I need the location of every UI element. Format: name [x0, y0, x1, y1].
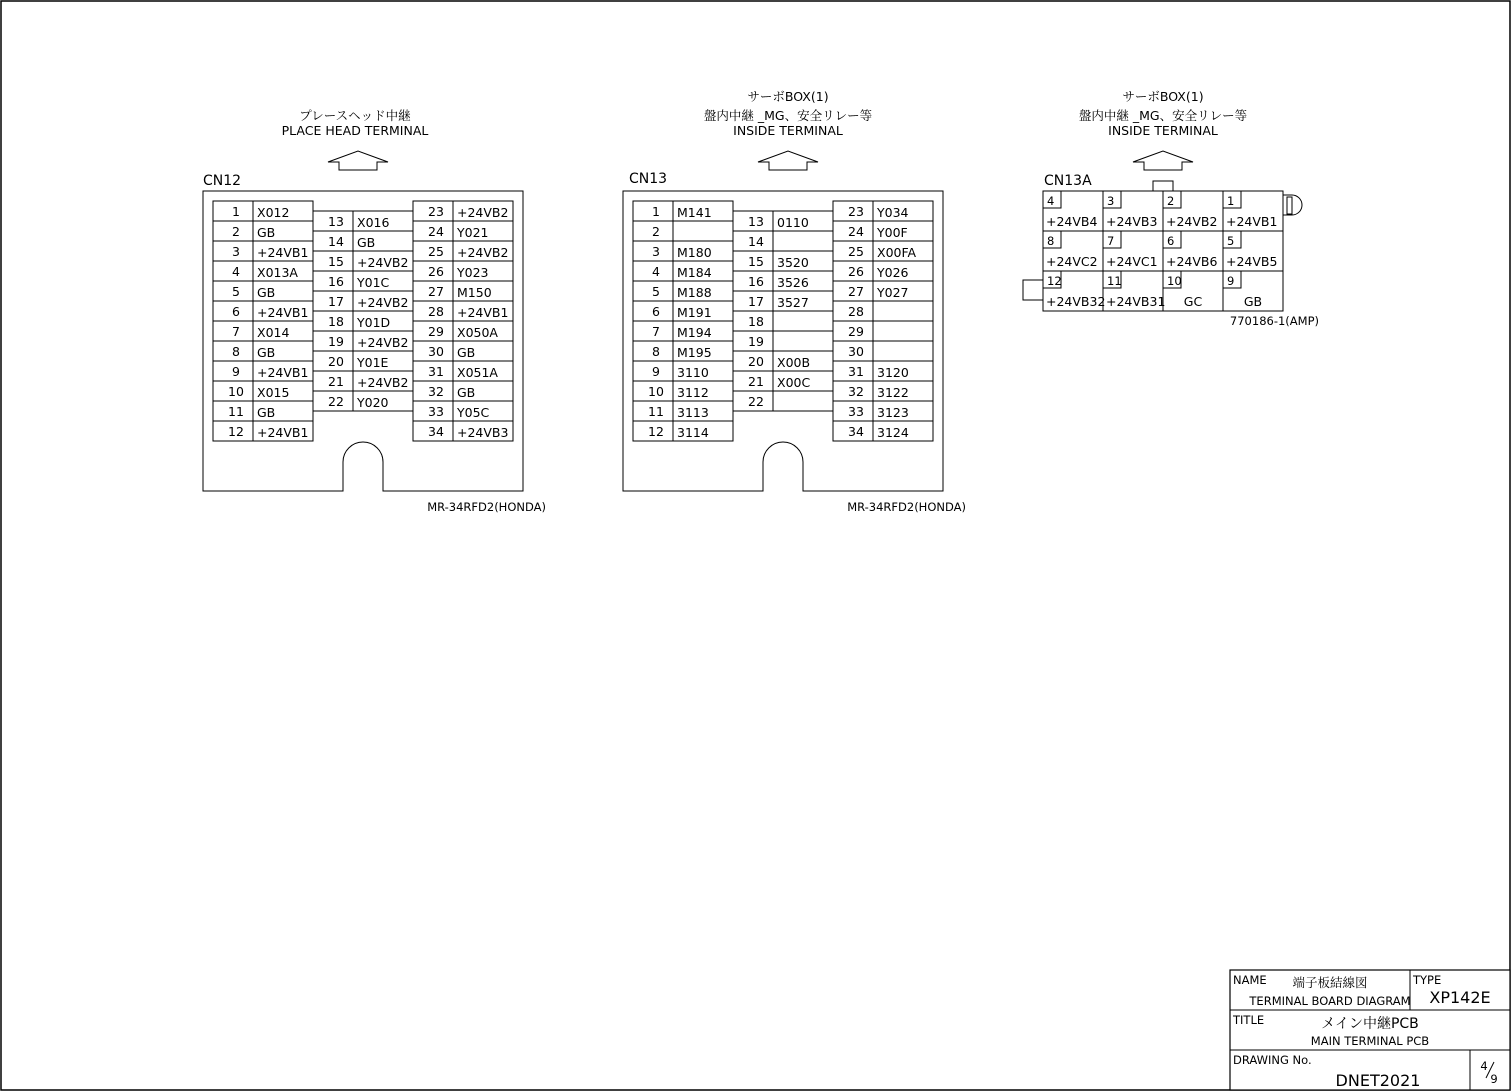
pin-number: 9 — [652, 364, 660, 379]
pin-cell — [733, 251, 833, 271]
pin-cell — [833, 301, 933, 321]
pin-cell — [633, 381, 733, 401]
pin-cell — [313, 251, 413, 271]
pin-signal: +24VB1 — [257, 305, 309, 320]
header-line: プレースヘッド中継 — [299, 108, 411, 123]
pin-cell — [733, 311, 833, 331]
pin-number: 24 — [848, 224, 864, 239]
pin-cell — [313, 371, 413, 391]
pin-signal: GB — [257, 405, 276, 420]
pin-signal: Y01E — [357, 355, 389, 370]
pin-cell — [413, 421, 513, 441]
pin-number: 1 — [232, 204, 240, 219]
pin-number: 34 — [848, 424, 864, 439]
pin-number: 14 — [328, 234, 344, 249]
pin-number: 12 — [1047, 274, 1062, 288]
pin-signal: +24VB31 — [1106, 294, 1166, 309]
pin-signal: 3114 — [677, 425, 709, 440]
pin-signal: +24VB3 — [1106, 214, 1158, 229]
name-label: NAME — [1233, 973, 1267, 987]
pin-signal: Y020 — [357, 395, 389, 410]
page-number: 4 — [1480, 1059, 1488, 1073]
pin-number: 10 — [648, 384, 664, 399]
pin-number: 23 — [848, 204, 864, 219]
arrow-up-icon — [758, 151, 818, 170]
pin-signal: Y00F — [877, 225, 908, 240]
pin-signal: M184 — [677, 265, 712, 280]
pin-number: 9 — [1227, 274, 1235, 288]
pin-number: 7 — [232, 324, 240, 339]
pin-number: 31 — [428, 364, 444, 379]
pin-signal: GB — [1243, 294, 1263, 309]
pin-cell — [413, 381, 513, 401]
pin-number: 18 — [748, 314, 764, 329]
pin-number: 19 — [328, 334, 344, 349]
pin-signal: M141 — [677, 205, 712, 220]
pin-cell — [413, 361, 513, 381]
pin-cell — [313, 311, 413, 331]
part-number: 770186-1(AMP) — [1229, 314, 1319, 328]
pin-signal: 0110 — [777, 215, 809, 230]
pin-number: 6 — [1167, 234, 1175, 248]
pin-cell — [1163, 191, 1223, 231]
pin-number: 22 — [328, 394, 344, 409]
pin-cell — [833, 401, 933, 421]
pin-number: 12 — [228, 424, 244, 439]
connector-name: CN13 — [629, 171, 668, 187]
pin-cell — [1223, 191, 1283, 231]
pin-column-middle — [733, 211, 833, 411]
pin-number: 3 — [1107, 194, 1115, 208]
pin-cell — [633, 341, 733, 361]
pin-cell — [413, 241, 513, 261]
pin-number: 15 — [748, 254, 764, 269]
pin-number: 22 — [748, 394, 764, 409]
pin-number: 20 — [748, 354, 764, 369]
connector-name: CN12 — [203, 173, 242, 189]
pin-number: 25 — [848, 244, 864, 259]
pin-signal: +24VB2 — [457, 245, 509, 260]
pin-number: 7 — [652, 324, 660, 339]
pin-cell — [213, 421, 313, 441]
pin-number: 26 — [428, 264, 444, 279]
type-label: TYPE — [1413, 973, 1442, 987]
part-number: MR-34RFD2(HONDA) — [427, 500, 546, 514]
pin-signal: GB — [457, 385, 476, 400]
pin-number: 16 — [328, 274, 344, 289]
pin-cell — [213, 381, 313, 401]
pin-cell — [213, 201, 313, 221]
title-en: MAIN TERMINAL PCB — [1310, 1034, 1430, 1048]
pin-number: 33 — [848, 404, 864, 419]
pin-signal: +24VB5 — [1226, 254, 1278, 269]
pin-number: 13 — [328, 214, 344, 229]
pin-signal: 3113 — [677, 405, 709, 420]
pin-number: 8 — [1047, 234, 1055, 248]
page-total: 9 — [1490, 1072, 1498, 1086]
pin-number: 10 — [228, 384, 244, 399]
pin-signal: 3527 — [777, 295, 809, 310]
pin-signal: Y01D — [357, 315, 391, 330]
pin-signal: Y034 — [877, 205, 909, 220]
pin-cell — [733, 231, 833, 251]
drawing-value: DNET2021 — [1335, 1071, 1421, 1090]
pin-signal: M191 — [677, 305, 712, 320]
pin-cell — [1223, 231, 1283, 271]
pin-column-right — [413, 201, 513, 441]
pin-column-left — [633, 201, 733, 441]
pin-signal: +24VB6 — [1166, 254, 1218, 269]
pin-signal: +24VB2 — [357, 295, 409, 310]
title-label: TITLE — [1233, 1013, 1265, 1027]
pin-signal: +24VB1 — [1226, 214, 1278, 229]
pin-number: 19 — [748, 334, 764, 349]
pin-number: 28 — [428, 304, 444, 319]
pin-signal: +24VB2 — [457, 205, 509, 220]
latch-tab — [1153, 181, 1173, 191]
pin-number: 11 — [228, 404, 244, 419]
pin-number: 34 — [428, 424, 444, 439]
pin-cell — [413, 201, 513, 221]
pin-cell — [213, 341, 313, 361]
pin-signal: +24VB3 — [457, 425, 509, 440]
pin-signal: Y023 — [457, 265, 489, 280]
pin-number: 27 — [428, 284, 444, 299]
pin-number: 4 — [652, 264, 660, 279]
pin-cell — [733, 271, 833, 291]
pin-number: 5 — [1227, 234, 1235, 248]
side-key — [1287, 197, 1292, 214]
pin-cell — [733, 371, 833, 391]
pin-number: 21 — [748, 374, 764, 389]
header-line: 盤内中継 _MG、安全リレー等 — [1078, 108, 1248, 123]
connector-cn12 — [203, 108, 546, 514]
pin-cell — [633, 301, 733, 321]
pin-cell — [833, 281, 933, 301]
pin-cell — [733, 211, 833, 231]
pin-signal: GB — [257, 345, 276, 360]
pin-signal: M150 — [457, 285, 492, 300]
pin-signal: 3526 — [777, 275, 809, 290]
pin-signal: +24VB32 — [1046, 294, 1106, 309]
pin-cell — [1103, 231, 1163, 271]
pin-cell — [633, 221, 733, 241]
pin-cell — [413, 261, 513, 281]
sheet-border — [1, 1, 1510, 1090]
pin-number: 30 — [428, 344, 444, 359]
pin-number: 29 — [428, 324, 444, 339]
pin-number: 2 — [232, 224, 240, 239]
pin-cell — [313, 291, 413, 311]
pin-number: 12 — [648, 424, 664, 439]
pin-number: 3 — [232, 244, 240, 259]
pin-cell — [633, 361, 733, 381]
pin-signal: Y01C — [357, 275, 390, 290]
pin-signal: X015 — [257, 385, 290, 400]
pin-number: 26 — [848, 264, 864, 279]
pin-cell — [633, 401, 733, 421]
pin-cell — [313, 351, 413, 371]
pin-cell — [633, 421, 733, 441]
header-line: INSIDE TERMINAL — [733, 123, 843, 138]
title-block — [1230, 970, 1510, 1090]
pin-signal: 3122 — [877, 385, 909, 400]
header-line: INSIDE TERMINAL — [1108, 123, 1218, 138]
pin-signal: X051A — [457, 365, 498, 380]
pin-signal: +24VB2 — [357, 255, 409, 270]
pin-signal: GB — [357, 235, 376, 250]
pin-number: 5 — [652, 284, 660, 299]
pin-signal: M194 — [677, 325, 712, 340]
pin-cell — [733, 391, 833, 411]
polarizing-key — [1023, 280, 1043, 300]
pin-cell — [1103, 271, 1165, 311]
pin-cell — [413, 321, 513, 341]
pin-signal: X014 — [257, 325, 290, 340]
pin-signal: M180 — [677, 245, 712, 260]
pin-cell — [733, 291, 833, 311]
drawing-label: DRAWING No. — [1233, 1053, 1312, 1067]
pin-number: 18 — [328, 314, 344, 329]
pin-cell — [413, 221, 513, 241]
arrow-up-icon — [328, 151, 388, 170]
pin-signal: 3112 — [677, 385, 709, 400]
pin-number: 28 — [848, 304, 864, 319]
header-line: 盤内中継 _MG、安全リレー等 — [703, 108, 873, 123]
pin-signal: X00B — [777, 355, 811, 370]
pin-number: 10 — [1167, 274, 1182, 288]
pin-number: 7 — [1107, 234, 1115, 248]
pin-signal: Y05C — [457, 405, 490, 420]
pin-signal: +24VB1 — [257, 365, 309, 380]
pin-cell — [1043, 231, 1103, 271]
pin-column-left — [213, 201, 313, 441]
pin-number: 4 — [232, 264, 240, 279]
pin-number: 1 — [1227, 194, 1235, 208]
pin-cell — [633, 261, 733, 281]
pin-cell — [413, 401, 513, 421]
pin-cell — [213, 321, 313, 341]
pin-number: 31 — [848, 364, 864, 379]
pin-signal: 3123 — [877, 405, 909, 420]
pin-cell — [633, 201, 733, 221]
header-line: サーボBOX(1) — [747, 89, 829, 104]
pin-signal: +24VB1 — [257, 245, 309, 260]
header-line: サーボBOX(1) — [1122, 89, 1204, 104]
pin-number: 21 — [328, 374, 344, 389]
pin-number: 8 — [232, 344, 240, 359]
pin-cell — [1163, 231, 1223, 271]
pin-cell — [833, 201, 933, 221]
pin-number: 11 — [1107, 274, 1122, 288]
pin-number: 27 — [848, 284, 864, 299]
pin-cell — [313, 391, 413, 411]
pin-cell — [413, 301, 513, 321]
pin-number: 24 — [428, 224, 444, 239]
pin-number: 3 — [652, 244, 660, 259]
connector-cn13 — [623, 89, 966, 514]
pin-cell — [833, 221, 933, 241]
pin-signal: GB — [257, 285, 276, 300]
pin-cell — [1043, 191, 1103, 231]
pin-number: 20 — [328, 354, 344, 369]
pin-column-right — [833, 201, 933, 441]
pin-signal: +24VB2 — [357, 335, 409, 350]
pin-signal: 3520 — [777, 255, 809, 270]
pin-cell — [313, 331, 413, 351]
pin-number: 15 — [328, 254, 344, 269]
pin-cell — [213, 361, 313, 381]
pin-number: 6 — [232, 304, 240, 319]
pin-number: 13 — [748, 214, 764, 229]
pin-number: 6 — [652, 304, 660, 319]
pin-number: 30 — [848, 344, 864, 359]
pin-number: 14 — [748, 234, 764, 249]
pin-number: 17 — [328, 294, 344, 309]
pin-signal: GC — [1183, 294, 1203, 309]
pin-number: 29 — [848, 324, 864, 339]
pin-cell — [1163, 271, 1223, 311]
pin-signal: GB — [457, 345, 476, 360]
header-line: PLACE HEAD TERMINAL — [281, 123, 429, 138]
pin-number: 23 — [428, 204, 444, 219]
connector-name: CN13A — [1044, 173, 1092, 189]
pin-cell — [313, 211, 413, 231]
pin-signal: X012 — [257, 205, 290, 220]
pin-number: 9 — [232, 364, 240, 379]
pin-cell — [833, 241, 933, 261]
pin-cell — [833, 381, 933, 401]
pin-cell — [833, 361, 933, 381]
pin-cell — [833, 261, 933, 281]
pin-cell — [833, 321, 933, 341]
pin-signal: Y027 — [877, 285, 909, 300]
pin-signal: Y026 — [877, 265, 909, 280]
pin-signal: X00FA — [877, 245, 917, 260]
pin-cell — [313, 271, 413, 291]
pin-signal: +24VC1 — [1106, 254, 1158, 269]
pin-number: 4 — [1047, 194, 1055, 208]
pin-signal: +24VB1 — [457, 305, 509, 320]
part-number: MR-34RFD2(HONDA) — [847, 500, 966, 514]
pin-cell — [733, 331, 833, 351]
pin-number: 1 — [652, 204, 660, 219]
pin-number: 5 — [232, 284, 240, 299]
pin-signal: X013A — [257, 265, 298, 280]
pin-cell — [213, 261, 313, 281]
pin-cell — [633, 321, 733, 341]
pin-number: 32 — [848, 384, 864, 399]
pin-cell — [213, 281, 313, 301]
pin-number: 8 — [652, 344, 660, 359]
pin-signal: +24VB4 — [1046, 214, 1098, 229]
pin-cell — [213, 241, 313, 261]
amp-pin-grid — [1043, 191, 1283, 311]
pin-signal: 3124 — [877, 425, 909, 440]
pin-signal: M188 — [677, 285, 712, 300]
type-value: XP142E — [1429, 988, 1491, 1007]
pin-cell — [313, 231, 413, 251]
pin-number: 32 — [428, 384, 444, 399]
pin-cell — [733, 351, 833, 371]
pin-cell — [213, 301, 313, 321]
pin-signal: X00C — [777, 375, 811, 390]
pin-number: 2 — [652, 224, 660, 239]
pin-number: 17 — [748, 294, 764, 309]
pin-cell — [833, 421, 933, 441]
arrow-up-icon — [1133, 151, 1193, 170]
pin-cell — [413, 281, 513, 301]
pin-cell — [1223, 271, 1283, 311]
pin-number: 11 — [648, 404, 664, 419]
title-jp: メイン中継PCB — [1321, 1016, 1419, 1032]
pin-column-middle — [313, 211, 413, 411]
pin-signal: Y021 — [457, 225, 489, 240]
pin-cell — [1043, 271, 1105, 311]
pin-cell — [1103, 191, 1163, 231]
pin-signal: +24VB1 — [257, 425, 309, 440]
pin-cell — [633, 241, 733, 261]
pin-cell — [633, 281, 733, 301]
pin-number: 33 — [428, 404, 444, 419]
pin-signal: X050A — [457, 325, 498, 340]
pin-signal: GB — [257, 225, 276, 240]
pin-number: 2 — [1167, 194, 1175, 208]
pin-signal: M195 — [677, 345, 712, 360]
pin-signal: 3120 — [877, 365, 909, 380]
pin-cell — [213, 401, 313, 421]
name-en: TERMINAL BOARD DIAGRAM — [1249, 994, 1411, 1008]
pin-signal: +24VC2 — [1046, 254, 1098, 269]
pin-number: 25 — [428, 244, 444, 259]
pin-signal: +24VB2 — [357, 375, 409, 390]
connector-cn13a — [1023, 89, 1319, 328]
pin-cell — [833, 341, 933, 361]
pin-number: 16 — [748, 274, 764, 289]
name-jp: 端子板結線図 — [1292, 975, 1368, 990]
pin-cell — [413, 341, 513, 361]
pin-signal: +24VB2 — [1166, 214, 1218, 229]
pin-signal: 3110 — [677, 365, 709, 380]
pin-cell — [213, 221, 313, 241]
pin-signal: X016 — [357, 215, 390, 230]
